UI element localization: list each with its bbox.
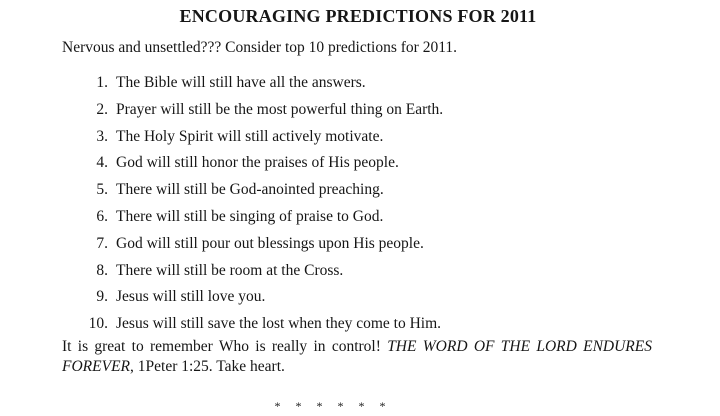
intro-text: Nervous and unsettled??? Consider top 10 predictions for 2011. <box>62 39 458 56</box>
section-separator: * * * * * * <box>274 399 392 413</box>
list-item <box>70 234 443 261</box>
list-item <box>70 100 443 127</box>
list-item-text: Jesus will still love you. <box>116 288 266 306</box>
list-item-text: Prayer will still be the most powerful thing on Earth. <box>116 100 444 118</box>
closing-paragraph <box>62 337 652 377</box>
list-item <box>70 287 443 314</box>
list-item-number: 1. <box>96 74 108 91</box>
closing-lead: It is great to remember Who is really in control! <box>62 338 388 355</box>
list-item-text: The Holy Spirit will still actively motivate. <box>116 127 384 145</box>
predictions-list <box>70 73 443 341</box>
list-item-number: 4. <box>96 154 108 172</box>
list-item-number: 5. <box>96 181 108 199</box>
list-item-text: God will still pour out blessings upon His people. <box>116 234 424 252</box>
list-item <box>70 207 443 234</box>
list-item <box>70 153 443 180</box>
list-item-text: God will still honor the praises of His people. <box>116 154 399 172</box>
list-item-number: 10. <box>88 315 108 333</box>
list-item-number: 3. <box>96 127 108 145</box>
list-item-text: There will still be room at the Cross. <box>116 261 344 279</box>
list-item <box>70 73 443 100</box>
list-item-number: 8. <box>96 261 108 279</box>
list-item-text: The Bible will still have all the answers. <box>116 74 366 91</box>
scripture-emphasis: THE WORD OF THE LORD ENDURES FOREVER <box>62 338 652 375</box>
list-item-number: 7. <box>96 234 108 252</box>
list-item-number: 9. <box>96 288 108 306</box>
list-item-number: 2. <box>96 100 108 118</box>
list-item-text: There will still be God-anointed preaching. <box>116 181 384 199</box>
list-item-text: Jesus will still save the lost when they come to Him. <box>116 315 442 333</box>
list-item <box>70 127 443 154</box>
list-item-number: 6. <box>96 207 108 225</box>
document-title: ENCOURAGING PREDICTIONS FOR 2011 <box>179 6 537 26</box>
list-item <box>70 261 443 288</box>
list-item <box>70 180 443 207</box>
list-item-text: There will still be singing of praise to God. <box>116 207 384 225</box>
closing-tail: , 1Peter 1:25. Take heart. <box>130 358 285 375</box>
